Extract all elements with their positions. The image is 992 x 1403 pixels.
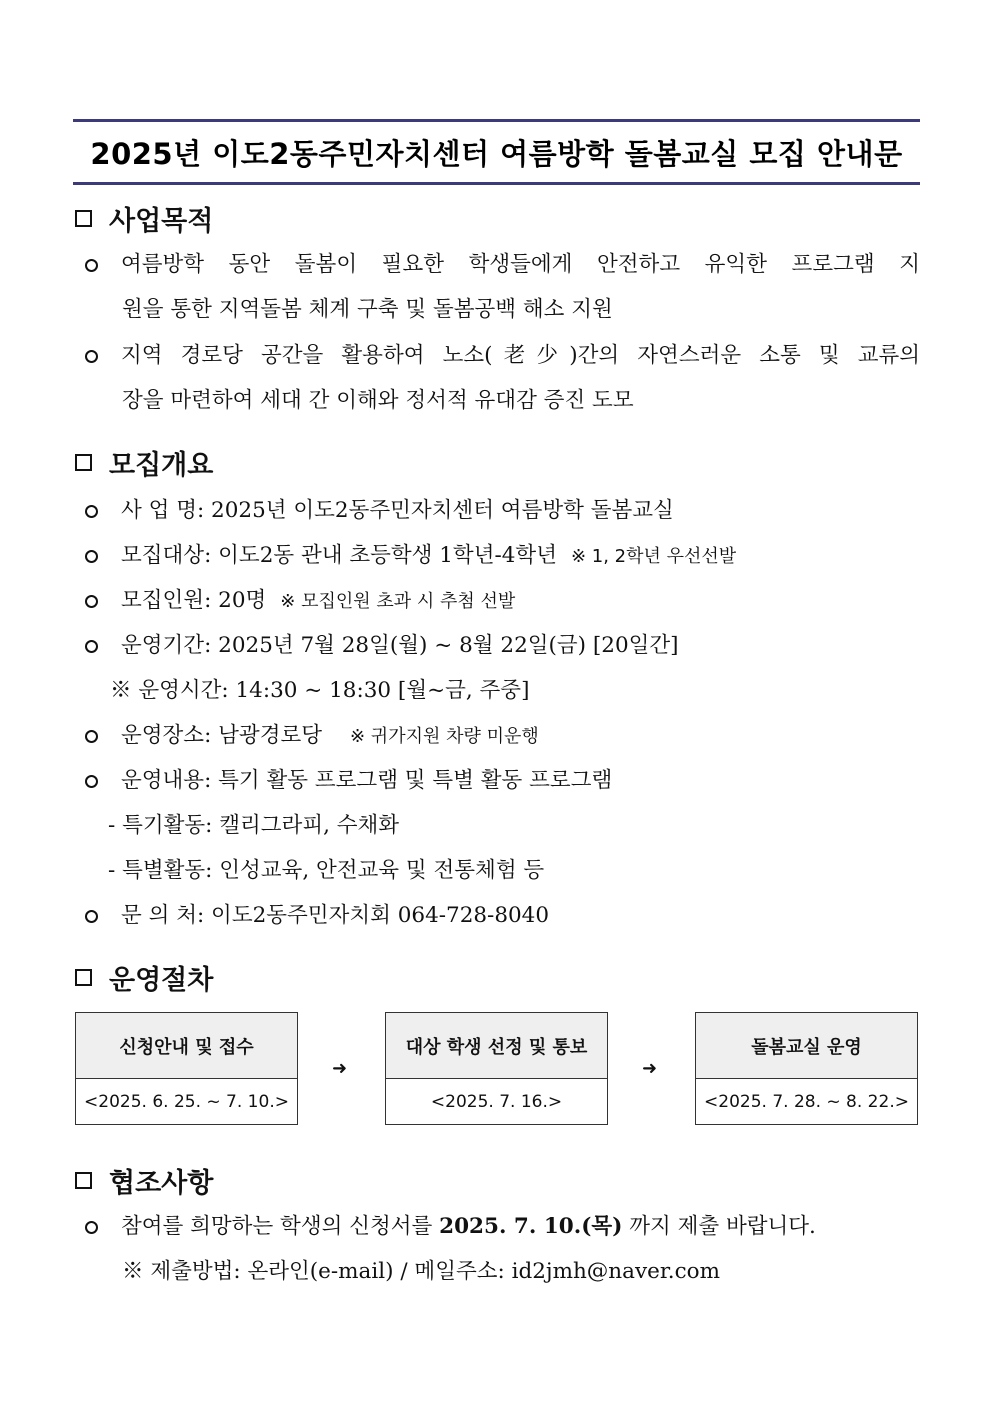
section-title: 모집개요 (109, 450, 214, 481)
circle-bullet-icon (85, 730, 98, 743)
section-title: 협조사항 (109, 1168, 214, 1199)
step-1-date: <2025. 6. 25. ~ 7. 10.> (84, 1092, 289, 1112)
section-heading-overview (75, 443, 213, 482)
step-2-label: 대상 학생 선정 및 통보 (386, 1013, 607, 1079)
overview-place (85, 718, 539, 749)
overview-period (85, 628, 679, 659)
cooperation-text-post: 까지 제출 바랍니다. (622, 1214, 816, 1239)
step-3-date: <2025. 7. 28. ~ 8. 22.> (704, 1092, 909, 1112)
cooperation-item (85, 1209, 920, 1240)
overview-target (85, 538, 736, 569)
circle-bullet-icon (85, 350, 98, 363)
purpose-item-2-line2: 장을 마련하여 세대 간 이해와 정서적 유대감 증진 도모 (122, 388, 634, 413)
project-name-text: 사 업 명: 2025년 이도2동주민자치센터 여름방학 돌봄교실 (121, 498, 674, 523)
overview-content (85, 763, 612, 794)
section-title: 사업목적 (109, 206, 214, 237)
section-heading-cooperation (75, 1161, 213, 1200)
step-2-date: <2025. 7. 16.> (430, 1092, 563, 1112)
section-heading-purpose (75, 199, 213, 238)
overview-special-skill: - 특기활동: 캘리그라피, 수채화 (108, 813, 400, 838)
title-banner (73, 119, 920, 185)
overview-project-name (85, 493, 674, 524)
overview-contact (85, 898, 549, 929)
arrow-right-icon: ➜ (642, 1058, 658, 1079)
circle-bullet-icon (85, 550, 98, 563)
contact-text: 문 의 처: 이도2동주민자치회 064-728-8040 (121, 903, 550, 928)
purpose-item-1-line2: 원을 통한 지역돌봄 체계 구축 및 돌봄공백 해소 지원 (122, 297, 613, 322)
procedure-step-3 (695, 1012, 918, 1125)
circle-bullet-icon (85, 910, 98, 923)
square-bullet-icon (75, 454, 92, 471)
submission-method: ※ 제출방법: 온라인(e-mail) / 메일주소: id2jmh@naver.com (122, 1259, 720, 1284)
purpose-item-2 (85, 338, 920, 369)
purpose-item-2-line1: 지역 경로당 공간을 활용하여 노소(老少)간의 자연스러운 소통 및 교류의 (121, 343, 920, 368)
arrow-right-icon: ➜ (332, 1058, 348, 1079)
page-title: 2025년 이도2동주민자치센터 여름방학 돌봄교실 모집 안내문 (90, 136, 903, 171)
content-text: 운영내용: 특기 활동 프로그램 및 특별 활동 프로그램 (121, 768, 613, 793)
circle-bullet-icon (85, 1221, 98, 1234)
procedure-step-2 (385, 1012, 608, 1125)
overview-special-activity: - 특별활동: 인성교육, 안전교육 및 전통체험 등 (108, 858, 545, 883)
section-title: 운영절차 (109, 965, 214, 996)
step-3-label: 돌봄교실 운영 (696, 1013, 917, 1079)
overview-capacity (85, 583, 515, 614)
target-note: ※ 1, 2학년 우선선발 (570, 546, 737, 567)
capacity-text: 모집인원: 20명 (121, 588, 267, 613)
cooperation-line (121, 1209, 920, 1240)
place-note: ※ 귀가지원 차량 미운행 (350, 726, 539, 747)
square-bullet-icon (75, 969, 92, 986)
circle-bullet-icon (85, 775, 98, 788)
circle-bullet-icon (85, 505, 98, 518)
place-text: 운영장소: 남광경로당 (121, 723, 322, 748)
square-bullet-icon (75, 1172, 92, 1189)
overview-time: ※ 운영시간: 14:30 ~ 18:30 [월~금, 주중] (110, 678, 530, 703)
step-1-label: 신청안내 및 접수 (76, 1013, 297, 1079)
purpose-item-1-line1: 여름방학 동안 돌봄이 필요한 학생들에게 안전하고 유익한 프로그램 지 (121, 252, 920, 277)
circle-bullet-icon (85, 595, 98, 608)
period-text: 운영기간: 2025년 7월 28일(월) ~ 8월 22일(금) [20일간] (121, 633, 679, 658)
capacity-note: ※ 모집인원 초과 시 추첨 선발 (280, 591, 516, 612)
circle-bullet-icon (85, 640, 98, 653)
deadline-date: 2025. 7. 10.(목) (439, 1214, 623, 1239)
section-heading-procedure (75, 958, 213, 997)
target-text: 모집대상: 이도2동 관내 초등학생 1학년-4학년 (121, 543, 557, 568)
cooperation-text-pre: 참여를 희망하는 학생의 신청서를 (121, 1214, 440, 1239)
procedure-step-1 (75, 1012, 298, 1125)
circle-bullet-icon (85, 259, 98, 272)
purpose-item-1 (85, 247, 920, 278)
square-bullet-icon (75, 210, 92, 227)
